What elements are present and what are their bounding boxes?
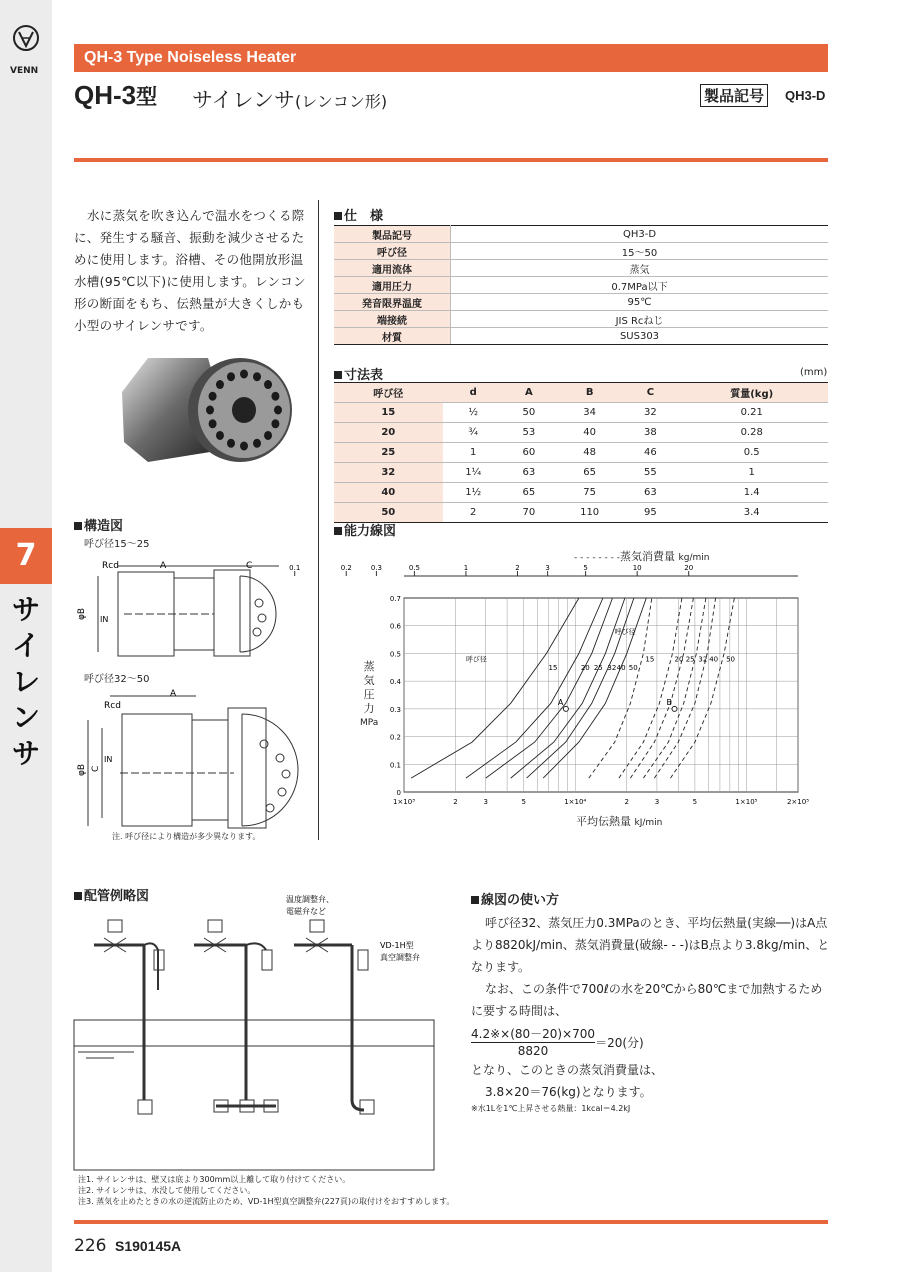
spec-label: 材質 (334, 328, 451, 345)
svg-text:C: C (91, 765, 101, 772)
svg-text:A: A (160, 561, 167, 571)
spec-row (334, 260, 828, 277)
chapter-number: 7 (0, 528, 52, 584)
x-tick-label: 1×10³ (392, 798, 416, 806)
spec-label: 適用流体 (334, 260, 451, 277)
dims-cell: 65 (504, 483, 554, 503)
dims-title: 寸法表 (334, 364, 383, 383)
x-tick-label: 5 (521, 798, 526, 806)
dims-header: d (443, 383, 504, 403)
product-code-label: 製品記号 (700, 84, 768, 107)
spec-title: 仕 様 (334, 205, 383, 224)
y-tick-label: 0.7 (389, 595, 401, 603)
usage-section (471, 890, 831, 1115)
column-divider (318, 200, 319, 840)
spec-value: 15～50 (451, 243, 829, 260)
dims-cell: 1¼ (443, 463, 504, 483)
page-number: 226 (74, 1236, 107, 1256)
marker-A (563, 706, 568, 711)
dims-row (334, 443, 828, 463)
capacity-title: 能力線図 (334, 520, 396, 539)
heat-curve-label: 40 (616, 664, 626, 673)
bottom-axis-title: 平均伝熱量 kJ/min (576, 815, 663, 828)
dims-cell: 0.21 (675, 403, 828, 423)
spec-value: 蒸気 (451, 260, 829, 277)
dims-cell: 40 (334, 483, 443, 503)
piping-diagram (74, 890, 444, 1172)
spec-row (334, 294, 828, 311)
spec-label: 製品記号 (334, 226, 451, 243)
svg-text:A: A (170, 689, 177, 699)
top-tick-label: 0.3 (370, 564, 382, 572)
steam-curve-label: 50 (726, 655, 735, 664)
dims-row (334, 463, 828, 483)
dims-cell: 40 (554, 423, 626, 443)
marker-label: B (666, 697, 673, 707)
heat-curve-25 (486, 598, 613, 778)
dims-cell: 32 (625, 403, 675, 423)
steam-curve-label: 32 (698, 655, 708, 664)
dims-cell: ¾ (443, 423, 504, 443)
x-tick-label: 2 (624, 798, 630, 806)
spec-value: 0.7MPa以下 (451, 277, 829, 294)
svg-text:Rcd: Rcd (102, 561, 119, 571)
structure-note: 注. 呼び径により構造が多少異なります。 (112, 832, 261, 841)
svg-text:真空調整弁: 真空調整弁 (380, 953, 420, 962)
dims-cell: 50 (334, 503, 443, 523)
dims-cell: 20 (334, 423, 443, 443)
dims-unit: (mm) (800, 367, 828, 378)
dims-cell: 3.4 (675, 503, 828, 523)
intro-text: 水に蒸気を吹き込んで温水をつくる際に、発生する騒音、振動を減少させるために使用します。浴槽、その他開放形温水槽(95℃以下)に使用します。レンコン形の断面をもち、伝熱量が大きくしかも小型のサイレンサです。 (74, 208, 306, 333)
dims-cell: 95 (625, 503, 675, 523)
nominal-label-heat: 呼び径 (465, 655, 487, 664)
y-tick-label: 0.6 (389, 622, 401, 631)
svg-text:Rcd: Rcd (104, 701, 121, 711)
svg-text:IN: IN (100, 615, 109, 624)
dims-cell: 32 (334, 463, 443, 483)
dims-row (334, 423, 828, 443)
usage-p3: となり、このときの蒸気消費量は、 (471, 1063, 664, 1077)
dims-header: A (504, 383, 554, 403)
usage-footnote: ※水1Lを1℃上昇させる熱量：1kcal＝4.2kJ (471, 1104, 631, 1113)
spec-value: SUS303 (451, 328, 829, 345)
dims-cell: 63 (625, 483, 675, 503)
product-photo (118, 352, 294, 470)
dims-row (334, 503, 828, 523)
steam-curve-50 (671, 598, 735, 778)
spec-row (334, 243, 828, 260)
spec-label: 呼び径 (334, 243, 451, 260)
header-banner: QH-3 Type Noiseless Heater (74, 44, 828, 72)
spec-label: 適用圧力 (334, 277, 451, 294)
structure-drawing (74, 548, 314, 833)
top-tick-label: 0.2 (340, 564, 352, 572)
y-tick-label: 0.5 (389, 650, 401, 659)
y-tick-label: 0.3 (389, 705, 401, 714)
spec-row (334, 328, 828, 345)
dims-cell: 1.4 (675, 483, 828, 503)
dims-cell: 63 (504, 463, 554, 483)
top-tick-label: 3 (545, 564, 550, 572)
spec-row (334, 277, 828, 294)
y-tick-label: 0.1 (389, 761, 401, 770)
footer-rule (74, 1220, 828, 1224)
usage-title: 線図の使い方 (471, 890, 831, 912)
dims-header: 質量(kg) (675, 383, 828, 403)
structure-title: 構造図 (74, 515, 123, 534)
heat-curve-20 (466, 598, 603, 778)
steam-curve-label: 20 (674, 655, 684, 664)
heat-curve-label: 20 (580, 664, 590, 673)
dims-cell: 0.5 (675, 443, 828, 463)
top-tick-label: 2 (515, 564, 520, 572)
top-tick-label: 20 (684, 564, 694, 572)
spec-value: 95℃ (451, 294, 829, 311)
svg-text:φB: φB (77, 607, 87, 620)
steam-curve-25 (630, 598, 693, 778)
svg-text:温度調整弁、: 温度調整弁、 (286, 895, 334, 904)
steam-curve-label: 25 (685, 655, 695, 664)
spec-label: 端接続 (334, 311, 451, 328)
dims-cell: 70 (504, 503, 554, 523)
steam-curve-15 (589, 598, 655, 778)
dims-cell: 2 (443, 503, 504, 523)
usage-formula: 4.2※×(80－20)×700 8820 ＝20(分) (471, 1027, 644, 1058)
svg-text:C: C (246, 561, 253, 571)
heat-curve-32 (511, 598, 625, 778)
spec-value: JIS Rcねじ (451, 311, 829, 328)
dims-cell: 1 (675, 463, 828, 483)
notes: 注1. サイレンサは、壁又は底より300mm以上離して取り付けてください。 注2. サイレンサは、水没して使用してください。 注3. 蒸気を止めたときの水の逆流防止のため、VD-1H型真空調整弁(227頁)の取付けをおすすめします。 (78, 1175, 455, 1206)
plot-area (404, 598, 798, 792)
heat-curve-label: 15 (548, 664, 558, 673)
x-tick-label: 3 (483, 798, 488, 806)
spec-row (334, 311, 828, 328)
y-tick-label: 0.2 (389, 733, 401, 742)
venn-logo-icon (12, 22, 40, 62)
brand-name: VENN (10, 66, 39, 76)
dims-cell: 34 (554, 403, 626, 423)
svg-text:φB: φB (77, 763, 87, 776)
top-tick-label: 1 (463, 564, 469, 572)
dims-row (334, 403, 828, 423)
top-axis-title: - - - - - - - -蒸気消費量 kg/min (574, 550, 710, 563)
dims-cell: 75 (554, 483, 626, 503)
top-tick-label: 0.5 (408, 564, 420, 572)
dims-cell: 1 (443, 443, 504, 463)
y-tick-label: 0 (396, 789, 401, 797)
page-title: サイレンサ(レンコン形) (192, 88, 388, 112)
marker-B (672, 706, 677, 711)
dims-cell: 0.28 (675, 423, 828, 443)
dims-cell: 48 (554, 443, 626, 463)
usage-p1: 呼び径32、蒸気圧力0.3MPaのとき、平均伝熱量(実線──)はA点より8820kJ/min、蒸気消費量(破線- - -)はB点より3.8kg/min、となります。 (471, 916, 830, 974)
spec-row (334, 226, 828, 243)
steam-curve-label: 40 (709, 655, 719, 664)
heat-curve-label: 32 (607, 664, 617, 673)
dims-cell: 110 (554, 503, 626, 523)
page-title-model: QH-3型 (74, 80, 158, 110)
x-tick-label: 1×10⁵ (735, 798, 758, 806)
x-tick-label: 2 (453, 798, 458, 806)
y-tick-label: 0.4 (389, 678, 401, 687)
dims-cell: 50 (504, 403, 554, 423)
spec-label: 発音限界温度 (334, 294, 451, 311)
dims-cell: 46 (625, 443, 675, 463)
catalog-code: S190145A (115, 1238, 182, 1254)
dims-cell: 15 (334, 403, 443, 423)
dims-cell: 1½ (443, 483, 504, 503)
spec-value: QH3-D (451, 226, 829, 243)
y-axis-title: 蒸 気 圧 力 MPa (360, 660, 379, 728)
svg-text:電磁弁など: 電磁弁など (286, 907, 326, 916)
dims-cell: 65 (554, 463, 626, 483)
top-tick-label: 10 (632, 564, 642, 572)
structure-caption-1: 呼び径15～25 (84, 539, 150, 550)
top-tick-label: 5 (583, 564, 588, 572)
usage-p4: 3.8×20＝76(kg)となります。 (485, 1085, 652, 1099)
dims-header: C (625, 383, 675, 403)
piping-title: 配管例略図 (74, 885, 149, 904)
heat-curve-label: 50 (628, 664, 638, 673)
chapter-title: サ イ レ ン サ (11, 593, 40, 770)
dims-header: 呼び径 (334, 383, 443, 403)
structure-caption-2: 呼び径32～50 (84, 674, 150, 685)
svg-text:IN: IN (104, 755, 113, 764)
x-tick-label: 5 (692, 798, 698, 806)
usage-p2: なお、この条件で700ℓの水を20℃から80℃まで加熱するために要する時間は、 (471, 982, 823, 1018)
dims-cell: 60 (504, 443, 554, 463)
dims-cell: 55 (625, 463, 675, 483)
dims-cell: ½ (443, 403, 504, 423)
dims-cell: 25 (334, 443, 443, 463)
dims-cell: 53 (504, 423, 554, 443)
top-tick-label: 0.1 (289, 564, 301, 572)
svg-text:VD-1H型: VD-1H型 (380, 941, 414, 950)
nominal-label-steam: 呼び径 (614, 628, 636, 637)
header-rule (74, 158, 828, 162)
spec-table (334, 225, 828, 345)
steam-curve-20 (616, 598, 682, 778)
x-tick-label: 2×10⁵ (786, 798, 810, 806)
product-code-value: QH3-D (785, 88, 826, 103)
dims-table (334, 382, 828, 523)
heat-curve-label: 25 (593, 664, 603, 673)
dims-row (334, 483, 828, 503)
heat-curve-15 (411, 598, 579, 778)
marker-label: A (557, 697, 564, 707)
x-tick-label: 3 (654, 798, 660, 806)
dims-cell: 38 (625, 423, 675, 443)
steam-curve-label: 15 (645, 655, 655, 664)
dims-header: B (554, 383, 626, 403)
x-tick-label: 1×10⁴ (564, 798, 587, 806)
